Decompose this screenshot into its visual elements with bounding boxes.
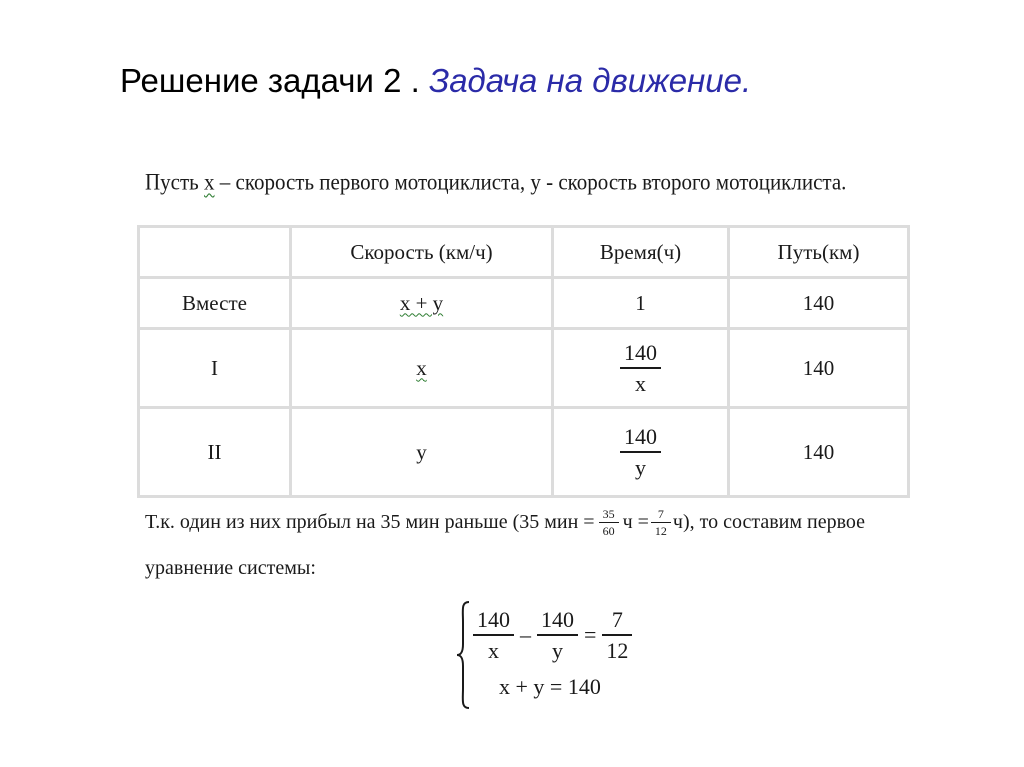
fraction-140-y [539,606,576,663]
fraction-numerator: 7 [657,506,664,521]
row-speed: у [291,408,553,497]
slide-title [120,62,751,100]
condition-text [145,496,915,578]
fraction-140-x [475,606,512,663]
fraction-numerator: 140 [541,606,574,632]
system-lines [475,600,630,710]
header-empty [139,227,291,278]
fraction-denominator: у [537,634,578,662]
row-label: II [139,408,291,497]
speed-x: х [416,355,427,380]
intro-before: Пусть [145,168,204,195]
fraction-denominator: х [620,367,661,395]
row-distance: 140 [729,329,909,408]
row-speed [291,278,553,329]
time-fraction [622,423,659,480]
header-time: Время(ч) [553,227,729,278]
speed-sum: х + у [399,290,444,315]
fraction-7-12-result [604,606,630,663]
header-distance: Путь(км) [729,227,909,278]
table-row [139,278,909,329]
equation-1 [475,600,630,670]
table-row [139,329,909,408]
header-speed: Скорость (км/ч) [291,227,553,278]
equation-2: х + у = 140 [499,674,601,699]
fraction-denominator: х [473,634,514,662]
equals-sign: = [584,622,597,647]
condition-unit1: ч = [622,511,649,533]
minus-sign: – [520,622,531,647]
fraction-numerator: 140 [624,423,657,449]
fraction-numerator: 7 [611,606,623,632]
condition-part1: Т.к. один из них прибыл на 35 мин раньше (35 мин = [145,511,595,533]
fraction-7-12 [653,508,669,537]
row-time [553,408,729,497]
row-distance: 140 [729,408,909,497]
system-brace [455,600,471,710]
time-fraction [622,339,659,396]
equation-system [455,600,630,710]
intro-var-x: х [204,168,215,195]
data-table [137,225,910,498]
row-label: I [139,329,291,408]
intro-text [145,168,846,196]
table-row [139,408,909,497]
fraction-numerator: 140 [477,606,510,632]
title-accent: Задача на движение. [428,62,752,99]
fraction-denominator: 12 [651,522,671,537]
row-time: 1 [553,278,729,329]
fraction-denominator: у [620,451,661,479]
condition-line-1 [145,496,915,548]
fraction-numerator: 140 [624,339,657,365]
fraction-35-60 [601,508,617,537]
fraction-numerator: 35 [602,506,615,521]
fraction-denominator: 60 [599,522,619,537]
title-plain: Решение задачи 2 . [120,62,429,99]
row-speed [291,329,553,408]
row-time [553,329,729,408]
row-label: Вместе [139,278,291,329]
fraction-denominator: 12 [602,634,632,662]
table-header-row [139,227,909,278]
condition-part2: ч), то составим первое [672,511,866,533]
row-distance: 140 [729,278,909,329]
intro-middle: – скорость первого мотоциклиста, у - скорость второго мотоциклиста. [214,168,847,195]
condition-line-2: уравнение системы: [145,557,316,579]
